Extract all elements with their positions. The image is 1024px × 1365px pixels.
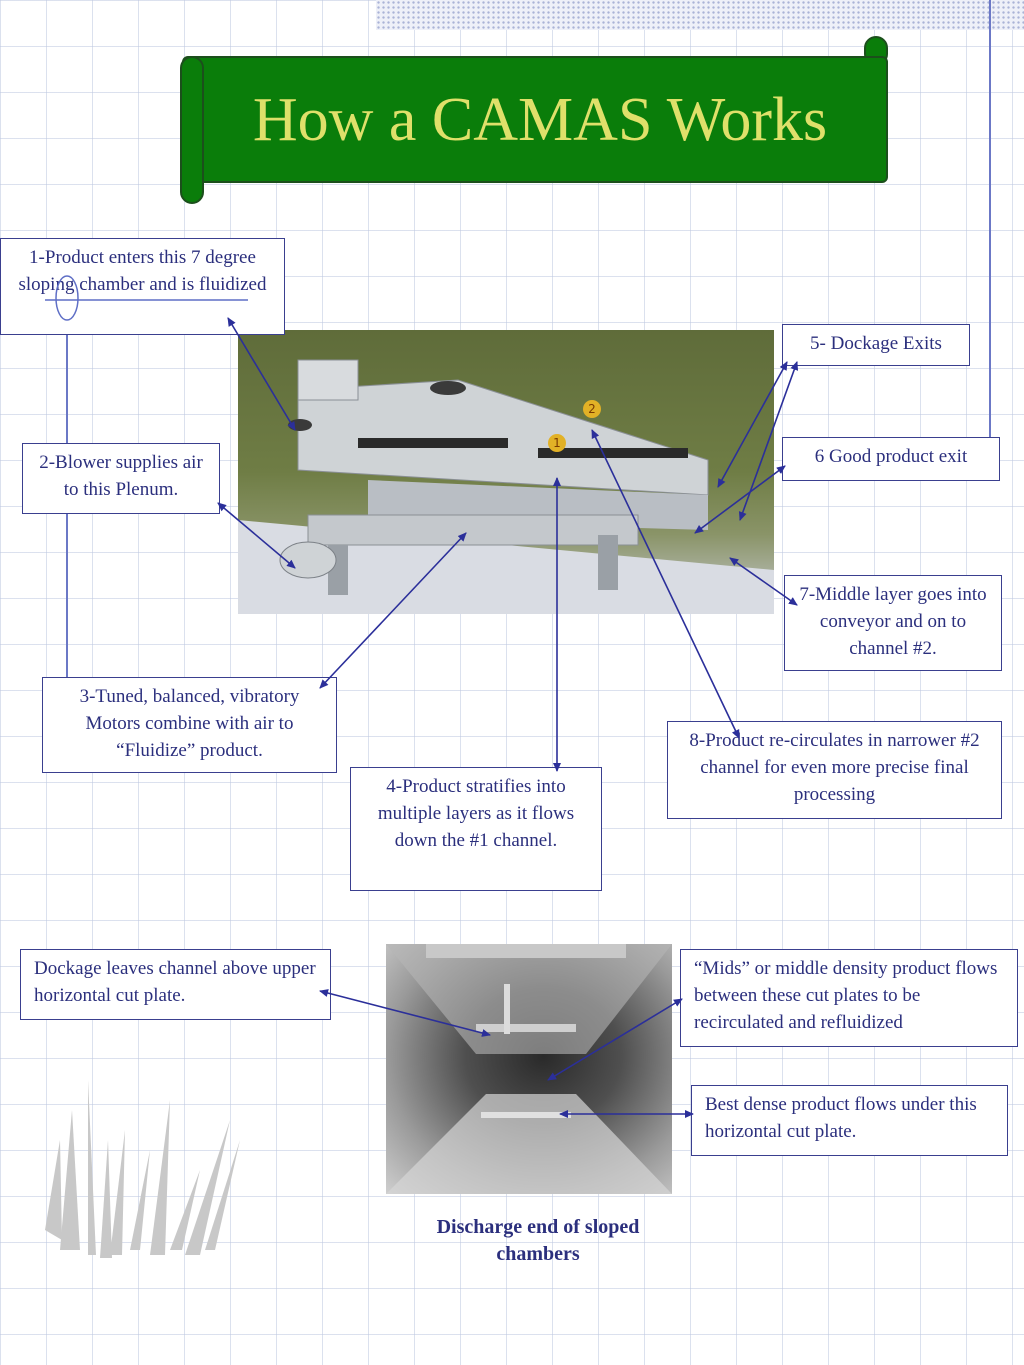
arrow-2 — [218, 503, 295, 568]
decorative-ring — [56, 276, 78, 320]
callout-2-blower: 2-Blower supplies air to this Plenum. — [22, 443, 220, 514]
arrow-dockage — [320, 991, 490, 1035]
callout-3-vibratory-motors: 3-Tuned, balanced, vibratory Motors combine with air to “Fluidize” product. — [42, 677, 337, 773]
chamber-photo-caption: Discharge end of sloped chambers — [436, 1216, 640, 1265]
grass-illustration — [45, 1080, 240, 1258]
callout-mids: “Mids” or middle density product flows between these cut plates to be recirculated and refluidized — [680, 949, 1018, 1047]
page-title: How a CAMAS Works — [252, 86, 828, 154]
callout-7-middle-layer: 7-Middle layer goes into conveyor and on to channel #2. — [784, 575, 1002, 671]
arrow-5a — [718, 362, 787, 487]
callout-5-dockage-exits: 5- Dockage Exits — [782, 324, 970, 366]
callout-4-stratifies: 4-Product stratifies into multiple layers as it flows down the #1 channel. — [350, 767, 602, 891]
arrow-5b — [740, 362, 797, 520]
callout-1-product-enters: 1-Product enters this 7 degree sloping chamber and is fluidized — [0, 238, 285, 335]
marker-1: 1 — [548, 434, 566, 452]
arrow-7 — [730, 558, 797, 605]
callout-8-recirculates: 8-Product re-circulates in narrower #2 channel for even more precise final processing — [667, 721, 1002, 819]
callout-dockage-leaves: Dockage leaves channel above upper horizontal cut plate. — [20, 949, 331, 1020]
arrow-8 — [592, 430, 739, 738]
arrow-mids — [548, 999, 682, 1080]
marker-2: 2 — [583, 400, 601, 418]
arrow-1 — [228, 318, 295, 430]
arrow-6 — [695, 466, 785, 533]
callout-6-good-product-exit: 6 Good product exit — [782, 437, 1000, 481]
callout-best-dense-product: Best dense product flows under this horizontal cut plate. — [691, 1085, 1008, 1156]
arrow-3 — [320, 533, 466, 688]
